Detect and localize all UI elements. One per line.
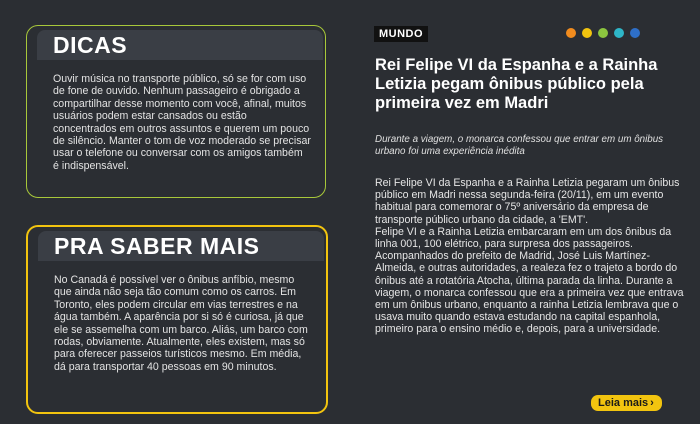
article-paragraph: Felipe VI e a Rainha Letizia embarcaram em um dos ônibus da linha 001, 100 elétrico, para surpresa dos passageiros. Acompanhados do prefeito de Madrid, José Luis Martínez-Almeida, e outras autoridades, a realeza fez o trajeto a bordo do ônibus até a rotatória Atocha, última parada da linha. Durante a viagem, o monarca confessou que era a primeira vez que entrava em um ônibus urbano, enquanto a rainha Letizia lembrava que o usava muito quando estava estudando na capital espanhola, primeiro para o ensino médio e, depois, para a universidade. [375,225,684,336]
pra-saber-mais-header [38,231,324,261]
dot-orange [566,28,576,38]
dot-green [598,28,608,38]
decorative-dots [566,28,640,38]
dicas-text: Ouvir música no transporte público, só se for com uso de fone de ouvido. Nenhum passageiro é obrigado a compartilhar desse momento com você, afinal, muitos usuários podem estar cansados ou estão concentrados em outros assuntos e querem um pouco de silêncio. Manter o tom de voz moderado se precisar usar o telefone ou conversar com os amigos também é indispensável. [53,73,311,172]
dot-yellow [582,28,592,38]
dicas-title: DICAS [53,32,128,58]
read-more-button[interactable] [591,395,662,411]
dot-blue [630,28,640,38]
dot-cyan [614,28,624,38]
article-paragraph: Rei Felipe VI da Espanha e a Rainha Letizia pegaram um ônibus público em Madri nessa segunda-feira (20/11), em um evento habitual para comemorar o 75º aniversário da empresa de transporte público urbano da cidade, a 'EMT'. [375,177,680,226]
section-tag: MUNDO [374,26,428,42]
pra-saber-mais-title: PRA SABER MAIS [54,233,260,259]
chevron-right-icon: › [650,397,654,409]
dicas-header [37,30,323,60]
pra-saber-mais-box [26,225,328,414]
article-subhead: Durante a viagem, o monarca confessou que entrar em um ônibus urbano foi uma experiência inédita [375,134,664,157]
article-body [375,177,687,336]
article-headline: Rei Felipe VI da Espanha e a Rainha Letizia pegam ônibus público pela primeira vez em Madri [375,56,658,112]
read-more-label: Leia mais [598,397,649,409]
pra-saber-mais-text: No Canadá é possível ver o ônibus anfíbio, mesmo que ainda não seja tão comum como os carros. Em Toronto, eles podem circular em vias terrestres e na água também. A aparência por si só é curiosa, já que ele se assemelha com um barco. Aliás, um barco com rodas, obviamente. Atualmente, eles existem, mas só para oferecer passeios turísticos mesmo. Em média, dá para transportar 40 pessoas em 90 minutos. [54,274,308,373]
dicas-box [26,25,326,198]
